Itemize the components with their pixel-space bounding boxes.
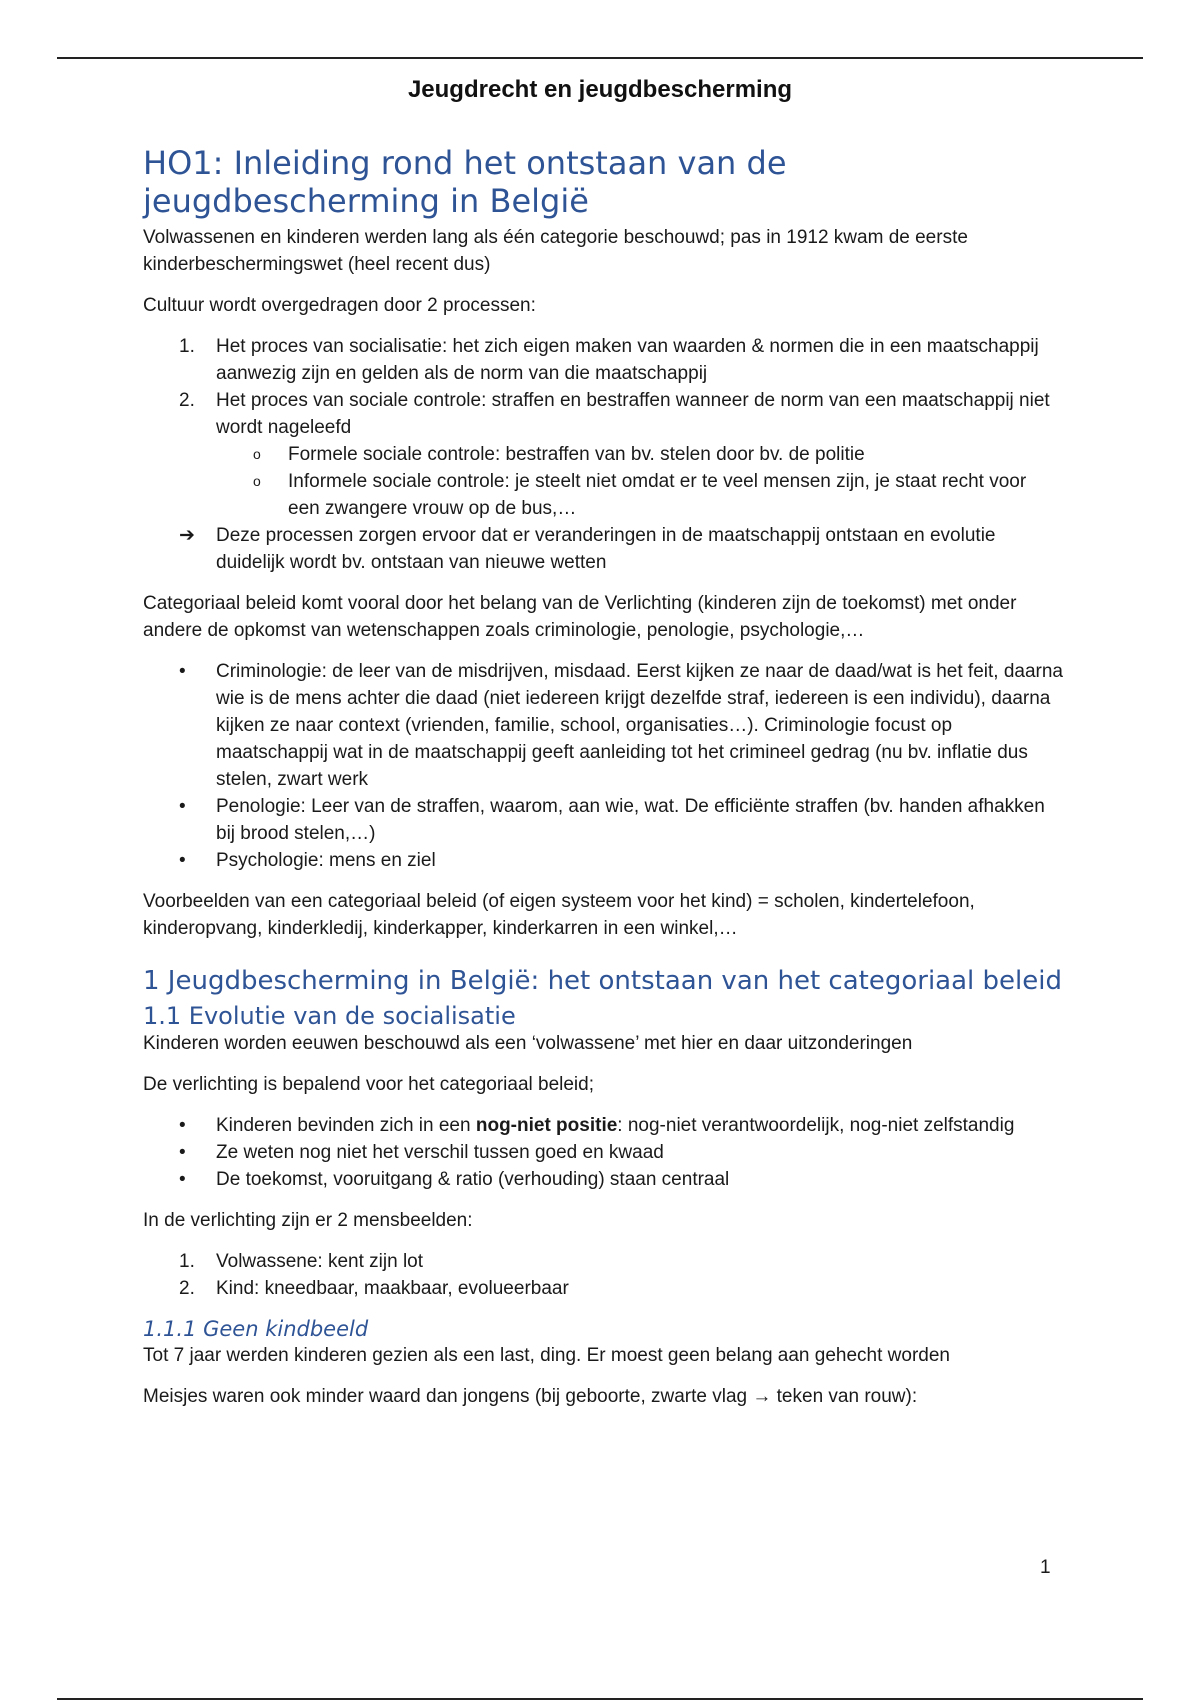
list-item: • Kinderen bevinden zich in een nog-niet positie: nog-niet verantwoordelijk, nog-niet zelfstandig <box>179 1115 1015 1136</box>
list-item: • Criminologie: de leer van de misdrijven, misdaad. Eerst kijken ze naar de daad/wat is het feit, daarna wie is de mens achter die daad (niet iedereen krijgt dezelfde straf, iedereen is een individu), daarna kijken ze naar context (vrienden, familie, school, organisaties…). Criminologie focust op maatschappij wat in de maatschappij geeft aanleiding tot het crimineel gedrag (nu bv. inflatie dus stelen, zwart werk <box>179 661 1063 790</box>
arrow-icon: ➔ <box>179 525 195 546</box>
list-item: • Penologie: Leer van de straffen, waarom, aan wie, wat. De efficiënte straffen (bv. handen afhakken bij brood stelen,…) <box>179 796 1045 844</box>
list-item: 2. Kind: kneedbaar, maakbaar, evolueerbaar <box>179 1278 569 1299</box>
paragraph: Categoriaal beleid komt vooral door het belang van de Verlichting (kinderen zijn de toekomst) met onder andere de opkomst van wetenschappen zoals criminologie, penologie, psychologie,… <box>143 593 1017 641</box>
paragraph: In de verlichting zijn er 2 mensbeelden: <box>143 1210 473 1231</box>
paragraph: Cultuur wordt overgedragen door 2 processen: <box>143 295 536 316</box>
paragraph: Voorbeelden van een categoriaal beleid (of eigen systeem voor het kind) = scholen, kindertelefoon, kinderopvang, kinderkledij, kinderkapper, kinderkarren in een winkel,… <box>143 891 975 939</box>
list-item: o Informele sociale controle: je steelt niet omdat er te veel mensen zijn, je staat recht voor een zwangere vrouw op de bus,… <box>253 471 1027 519</box>
mensbeelden-list <box>143 1248 1063 1302</box>
list-item: • Psychologie: mens en ziel <box>179 850 436 871</box>
heading-section-1-1-1: 1.1.1 Geen kindbeeld <box>143 1317 369 1341</box>
paragraph: Meisjes waren ook minder waard dan jongens (bij geboorte, zwarte vlag → teken van rouw): <box>143 1386 918 1407</box>
list-item: 1. Volwassene: kent zijn lot <box>179 1251 424 1272</box>
heading-section-1: 1 Jeugdbescherming in België: het ontstaan van het categoriaal beleid <box>143 966 1062 996</box>
list-item: • Ze weten nog niet het verschil tussen goed en kwaad <box>179 1142 664 1163</box>
sciences-list <box>143 658 1063 874</box>
paragraph: Volwassenen en kinderen werden lang als één categorie beschouwd; pas in 1912 kwam de eerste kinderbeschermingswet (heel recent dus) <box>143 227 968 275</box>
list-item: 1. Het proces van socialisatie: het zich eigen maken van waarden & normen die in een maatschappij aanwezig zijn en gelden als de norm van die maatschappij <box>179 336 1039 384</box>
list-item: • De toekomst, vooruitgang & ratio (verhouding) staan centraal <box>179 1169 730 1190</box>
paragraph: De verlichting is bepalend voor het categoriaal beleid; <box>143 1074 594 1095</box>
document-header-title: Jeugdrecht en jeugdbescherming <box>407 76 793 103</box>
paragraph: Tot 7 jaar werden kinderen gezien als een last, ding. Er moest geen belang aan gehecht worden <box>143 1345 950 1366</box>
heading-section-1-1: 1.1 Evolutie van de socialisatie <box>143 1002 516 1030</box>
document-body <box>143 144 1063 1424</box>
list-item: ➔ Deze processen zorgen ervoor dat er veranderingen in de maatschappij ontstaan en evolutie duidelijk wordt bv. ontstaan van nieuwe wetten <box>143 522 1063 576</box>
list-item: o Formele sociale controle: bestraffen van bv. stelen door bv. de politie <box>253 444 865 465</box>
enlightenment-list <box>143 1112 1063 1193</box>
paragraph: Kinderen worden eeuwen beschouwd als een ‘volwassene’ met hier en daar uitzonderingen <box>143 1033 913 1054</box>
heading-ho1: HO1: Inleiding rond het ontstaan van de jeugdbescherming in België <box>143 144 787 220</box>
arrow-list <box>143 522 1063 576</box>
header-rule <box>57 57 1143 59</box>
processes-list <box>143 333 1063 441</box>
controls-sublist <box>143 441 1063 522</box>
page-number: 1 <box>1040 1557 1051 1578</box>
list-item: 2. Het proces van sociale controle: straffen en bestraffen wanneer de norm van een maatschappij niet wordt nageleefd <box>179 390 1050 438</box>
